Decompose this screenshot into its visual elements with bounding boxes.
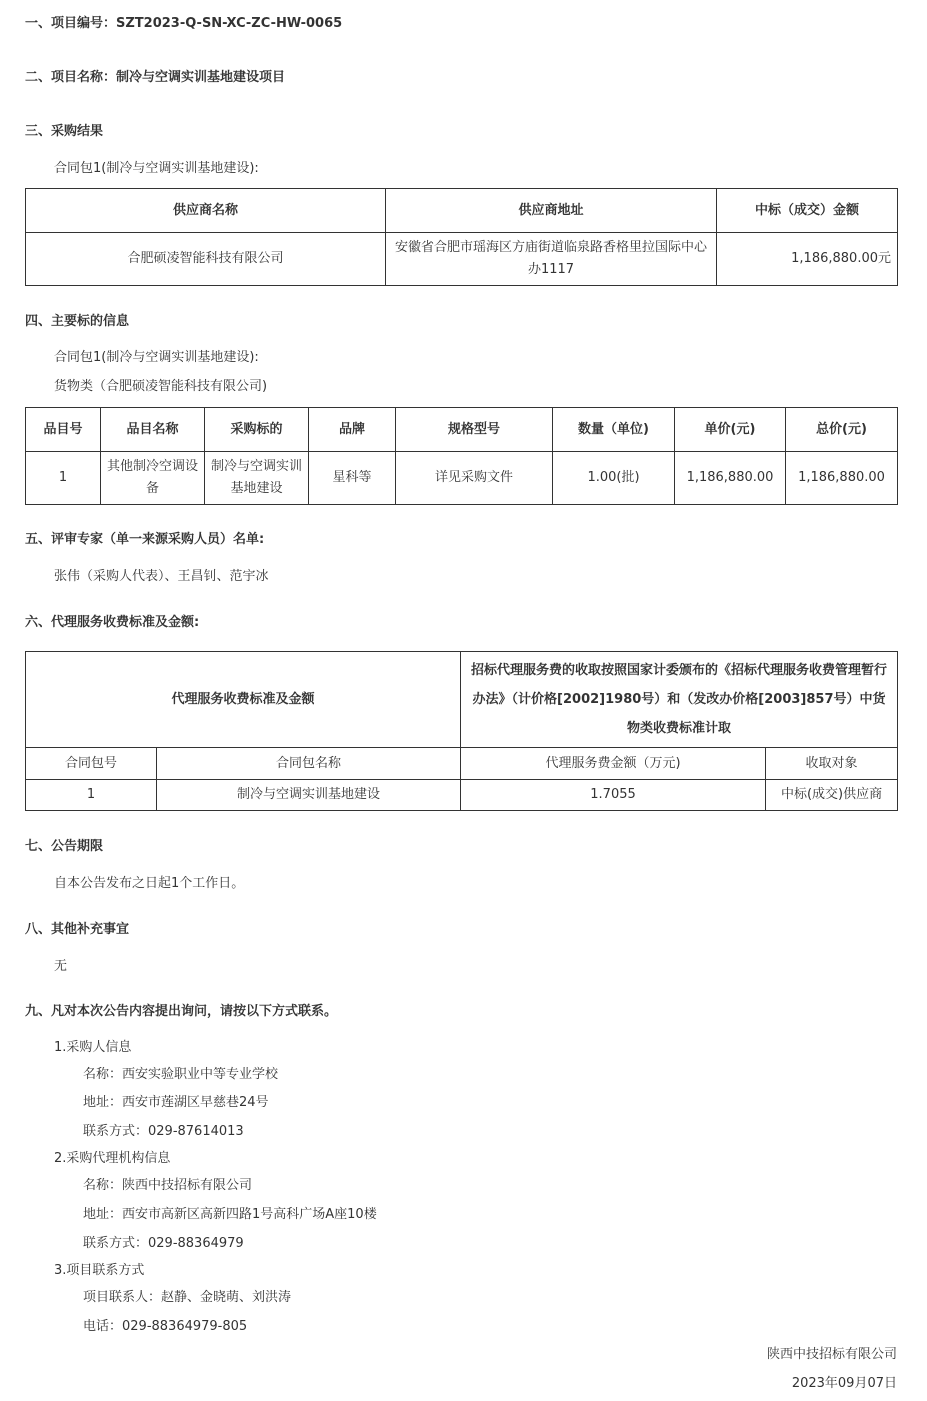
column-header: 中标（成交）金额 bbox=[717, 189, 898, 233]
column-header: 代理服务费金额（万元) bbox=[461, 748, 766, 780]
footer-organization: 陕西中技招标有限公司 bbox=[766, 1347, 897, 1362]
items-table bbox=[25, 407, 898, 505]
column-header: 单价(元) bbox=[675, 408, 786, 452]
fee-standard-row bbox=[26, 652, 898, 748]
column-header: 采购标的 bbox=[205, 408, 309, 452]
buyer-info-title: 1.采购人信息 bbox=[54, 1040, 132, 1055]
column-header: 供应商地址 bbox=[386, 189, 717, 233]
column-header: 品牌 bbox=[309, 408, 396, 452]
section-heading-other: 八、其他补充事宜 bbox=[25, 922, 130, 937]
column-header: 供应商名称 bbox=[26, 189, 386, 233]
project-name bbox=[25, 66, 285, 85]
column-header: 规格型号 bbox=[396, 408, 553, 452]
column-header: 合同包名称 bbox=[157, 748, 461, 780]
agent-name: 名称：陕西中技招标有限公司 bbox=[83, 1178, 253, 1193]
column-header: 总价(元) bbox=[786, 408, 898, 452]
project-name-label: 二、项目名称： bbox=[25, 70, 117, 85]
project-number bbox=[25, 12, 342, 31]
project-name-value: 制冷与空调实训基地建设项目 bbox=[116, 70, 286, 85]
fee-amount-cell: 1.7055 bbox=[461, 780, 766, 811]
project-contact-phone: 电话：029-88364979-805 bbox=[83, 1319, 248, 1334]
agency-fee-table bbox=[25, 651, 898, 811]
package-name-cell: 制冷与空调实训基地建设 bbox=[157, 780, 461, 811]
section-heading-period: 七、公告期限 bbox=[25, 839, 104, 854]
results-package-label: 合同包1(制冷与空调实训基地建设): bbox=[54, 161, 259, 176]
spec-cell: 详见采购文件 bbox=[396, 452, 553, 505]
project-contact-people: 项目联系人：赵静、金晓萌、刘洪涛 bbox=[83, 1290, 292, 1305]
agent-address: 地址：西安市高新区高新四路1号高科广场A座10楼 bbox=[83, 1207, 377, 1222]
table-header-row bbox=[26, 189, 898, 233]
item-name-cell: 其他制冷空调设备 bbox=[101, 452, 205, 505]
supplier-address-cell: 安徽省合肥市瑶海区方庙街道临泉路香格里拉国际中心办1117 bbox=[386, 233, 717, 286]
total-price-cell: 1,186,880.00 bbox=[786, 452, 898, 505]
buyer-name: 名称：西安实验职业中等专业学校 bbox=[83, 1067, 279, 1082]
quantity-cell: 1.00(批) bbox=[553, 452, 675, 505]
period-text: 自本公告发布之日起1个工作日。 bbox=[54, 876, 245, 891]
project-number-label: 一、项目编号： bbox=[25, 16, 117, 31]
project-contact-title: 3.项目联系方式 bbox=[54, 1263, 145, 1278]
fee-standard-text: 招标代理服务费的收取按照国家计委颁布的《招标代理服务收费管理暂行办法》（计价格[2002]1980号）和（发改办价格[2003]857号）中货物类收费标准计取 bbox=[461, 652, 898, 748]
other-text: 无 bbox=[54, 959, 68, 974]
table-row bbox=[26, 452, 898, 505]
fee-payer-cell: 中标(成交)供应商 bbox=[766, 780, 898, 811]
items-package-label: 合同包1(制冷与空调实训基地建设): bbox=[54, 350, 259, 365]
unit-price-cell: 1,186,880.00 bbox=[675, 452, 786, 505]
section-heading-agency-fee: 六、代理服务收费标准及金额: bbox=[25, 615, 200, 630]
award-amount-cell: 1,186,880.00元 bbox=[717, 233, 898, 286]
column-header: 合同包号 bbox=[26, 748, 157, 780]
section-heading-items: 四、主要标的信息 bbox=[25, 314, 130, 329]
section-heading-experts: 五、评审专家（单一来源采购人员）名单: bbox=[25, 532, 265, 547]
agent-phone: 联系方式：029-88364979 bbox=[83, 1236, 244, 1251]
table-header-row bbox=[26, 748, 898, 780]
experts-list: 张伟（采购人代表）、王昌钊、范宇冰 bbox=[54, 569, 269, 584]
fee-standard-label: 代理服务收费标准及金额 bbox=[26, 652, 461, 748]
table-header-row bbox=[26, 408, 898, 452]
column-header: 数量（单位) bbox=[553, 408, 675, 452]
footer-date: 2023年09月07日 bbox=[791, 1376, 897, 1391]
package-number-cell: 1 bbox=[26, 780, 157, 811]
brand-cell: 星科等 bbox=[309, 452, 396, 505]
table-row bbox=[26, 233, 898, 286]
procurement-subject-cell: 制冷与空调实训基地建设 bbox=[205, 452, 309, 505]
section-heading-results: 三、采购结果 bbox=[25, 124, 104, 139]
table-row bbox=[26, 780, 898, 811]
section-heading-contact: 九、凡对本次公告内容提出询问，请按以下方式联系。 bbox=[25, 1004, 338, 1019]
agent-info-title: 2.采购代理机构信息 bbox=[54, 1151, 171, 1166]
item-number-cell: 1 bbox=[26, 452, 101, 505]
buyer-address: 地址：西安市莲湖区早慈巷24号 bbox=[83, 1095, 269, 1110]
project-number-value: SZT2023-Q-SN-XC-ZC-HW-0065 bbox=[116, 16, 343, 31]
buyer-phone: 联系方式：029-87614013 bbox=[83, 1124, 244, 1139]
column-header: 品目名称 bbox=[101, 408, 205, 452]
column-header: 品目号 bbox=[26, 408, 101, 452]
items-category-label: 货物类（合肥硕凌智能科技有限公司) bbox=[54, 379, 268, 394]
results-table bbox=[25, 188, 898, 286]
column-header: 收取对象 bbox=[766, 748, 898, 780]
supplier-name-cell: 合肥硕凌智能科技有限公司 bbox=[26, 233, 386, 286]
